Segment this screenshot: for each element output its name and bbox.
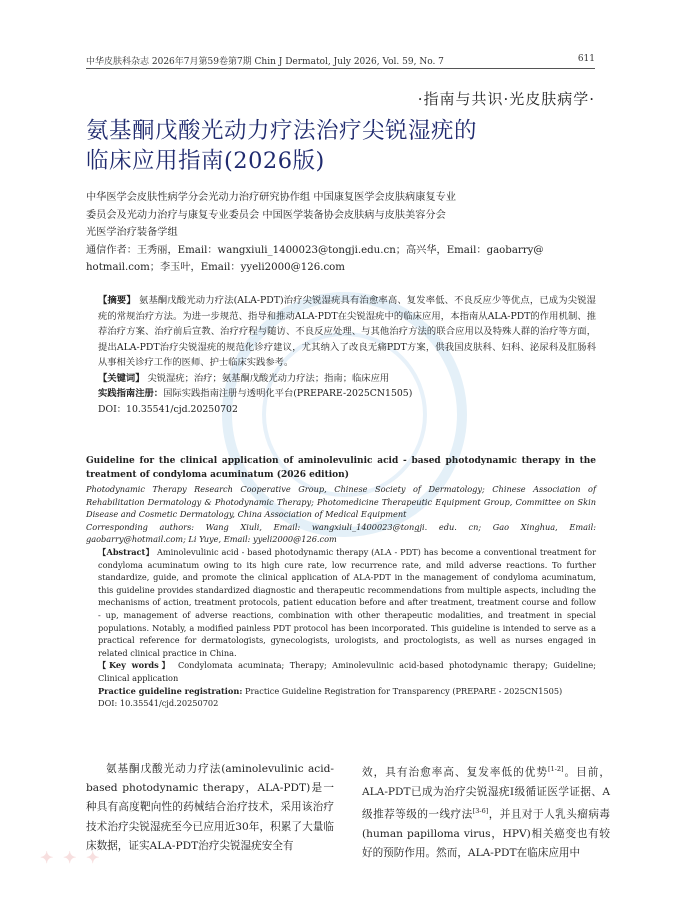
running-header xyxy=(86,54,595,69)
registration-label: 实践指南注册： xyxy=(98,388,164,399)
body-text-segment: 效，具有治愈率高、复发率低的优势 xyxy=(362,766,548,779)
doi-text: DOI：10.35541/cjd.20250702 xyxy=(98,403,238,415)
english-registration-text: Practice Guideline Registration for Transparency (PREPARE - 2025CN1505) xyxy=(244,685,563,696)
english-corresponding: Corresponding authors: Wang Xiuli, Email: wangxiuli_1400023@tongji. edu. cn; Gao Xinghua, Email: gaobarry@hotmail.com; Li Yuye, Email: yyeli2000@126.com xyxy=(86,521,596,545)
column-label: ·指南与共识·光皮肤病学· xyxy=(417,90,595,108)
corresponding-line: 通信作者：王秀丽，Email：wangxiuli_1400023@tongji.edu.cn；高兴华，Email：gaobarry@ xyxy=(86,244,544,256)
english-doi: DOI: 10.35541/cjd.20250702 xyxy=(98,698,219,709)
journal-citation: 中华皮肤科杂志 2026年7月第59卷第7期 Chin J Dermatol, July 2026, Vol. 59, No. 7 xyxy=(86,57,444,67)
author-line: 中华医学会皮肤性病学分会光动力治疗研究协作组 中国康复医学会皮肤病康复专业 xyxy=(86,192,456,203)
english-title: Guideline for the clinical application of aminolevulinic acid - based photodynamic therapy in the treatment of condyloma acuminatum (2026 edition) xyxy=(86,456,596,480)
body-text-segment: 。目前，ALA-PDT已成为治疗尖锐湿疣Ⅰ级循证医学证据、A级推荐等级的一线疗法 xyxy=(362,766,611,821)
body-column-right xyxy=(362,760,610,863)
english-abstract-label: 【Abstract】 xyxy=(98,546,155,557)
citation-ref: [3-6] xyxy=(472,806,489,815)
english-keywords-label: 【Key words】 xyxy=(98,660,173,671)
title-line: 临床应用指南(2026版) xyxy=(86,148,325,174)
keywords-label: 【关键词】 xyxy=(98,372,145,384)
page-number: 611 xyxy=(577,54,595,64)
author-line: 委员会及光动力治疗与康复专业委员会 中国医学装备协会皮肤病与皮肤美容分会 xyxy=(86,209,446,221)
keywords-text: 尖锐湿疣；治疗；氨基酮戊酸光动力疗法；指南；临床应用 xyxy=(147,372,390,384)
chinese-authors xyxy=(86,189,596,277)
abstract-label: 【摘要】 xyxy=(98,295,136,306)
article-title xyxy=(86,116,606,176)
author-line: 光医学治疗装备学组 xyxy=(86,227,178,239)
english-registration-label: Practice guideline registration: xyxy=(98,685,243,696)
abstract-text: 氨基酮戊酸光动力疗法(ALA-PDT)治疗尖锐湿疣具有治愈率高、复发率低、不良反应少等优点，已成为尖锐湿疣的常规治疗方法。为进一步规范、指导和推动ALA-PDT在尖锐湿疣中的临床应用，本指南从ALA-PDT的作用机制、推荐治疗方案、治疗前后宣教、治疗疗程与随访、不良反应处理、与其他治疗方法的联合应用以及特殊人群的治疗等方面，提出ALA-PDT治疗尖锐湿疣的规范化诊疗建议，尤其纳入了改良无痛PDT方案，供我国皮肤科、妇科、泌尿科及肛肠科从事相关诊疗工作的医师、护士临床实践参考。 xyxy=(98,295,596,368)
chinese-abstract xyxy=(86,293,596,417)
title-line: 氨基酮戊酸光动力疗法治疗尖锐湿疣的 xyxy=(86,118,478,144)
english-keywords-text: Condylomata acuminata; Therapy; Aminolevulinic acid-based photodynamic therapy; Guideline; Clinical application xyxy=(98,660,596,683)
english-abstract-text: Aminolevulinic acid - based photodynamic therapy (ALA - PDT) has become a conventional treatment for condyloma acuminatum owing to its high cure rate, low recurrence rate, and mild adverse reactions. To further standardize, guide, and promote the clinical application of ALA-PDT in the management of condyloma acuminatum, this guideline provides standardized diagnostic and therapeutic recommendations from multiple aspects, including the mechanisms of action, treatment protocols, patient education before and after treatment, treatment course and follow - up, management of adverse reactions, combination with other therapeutic modalities, and treatment in special populations. Notably, a modified painless PDT protocol has been incorporated. This guideline is intended to serve as a practical reference for dermatologists, gynecologists, urologists, and proctologists, as well as nurses engaged in related clinical practice in China. xyxy=(98,546,597,658)
registration-text: 国际实践指南注册与透明化平台(PREPARE-2025CN1505) xyxy=(163,388,413,399)
citation-ref: [1-2] xyxy=(547,765,564,773)
corresponding-line: hotmail.com；李玉叶，Email：yyeli2000@126.com xyxy=(86,262,345,274)
body-text-segment: ，并且对于人乳头瘤病毒(human papilloma virus，HPV)相关癌变也有较好的预防作用。然而，ALA-PDT在临床应用中 xyxy=(362,808,611,859)
publisher-logo-watermark: ✦ ✦ ✦ xyxy=(40,848,102,867)
english-abstract xyxy=(86,455,596,710)
body-column-left: 氨基酮戊酸光动力疗法(aminolevulinic acid-based photodynamic therapy，ALA-PDT)是一种具有高度靶向性的药械结合治疗技术，采用该治疗技术治疗尖锐湿疣至今已应用近30年，积累了大量临床数据，证实ALA-PDT治疗尖锐湿疣安全有 xyxy=(86,763,334,852)
english-authors: Photodynamic Therapy Research Cooperative Group, Chinese Society of Dermatology; Chinese Association of Rehabilitation Dermatology & Photodynamic Therapy; Photomedicine Therapeutic Equipment Group, Committee on Skin Disease and Cosmetic Dermatology, China Association of Medical Equipment xyxy=(86,484,596,520)
